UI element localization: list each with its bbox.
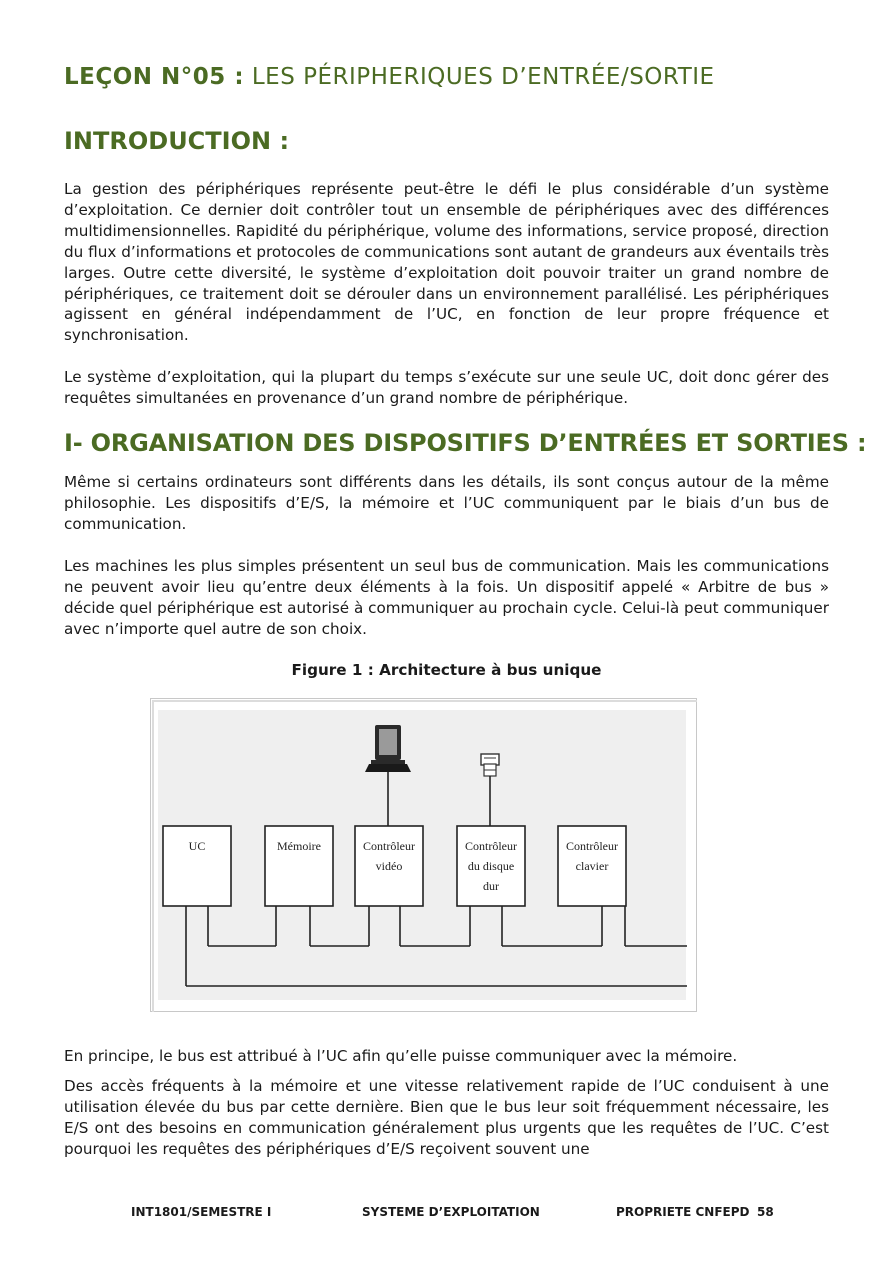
section-paragraph-3: En principe, le bus est attribué à l’UC afin qu’elle puisse communiquer avec la mémoire. (64, 1047, 738, 1065)
intro-paragraph-1: La gestion des périphériques représente peut-être le défi le plus considérable d’un système d’exploitation. Ce dernier doit contrôler tout un ensemble de périphériques avec des différences multidimensionnelles. Rapidité du périphérique, volume des informations, service proposé, direction du flux d’informations et protocoles de communications sont autant de grandeurs aux éventails très larges. Outre cette diversité, le système d’exploitation doit pouvoir traiter un grand nombre de périphériques, ce traitement doit se dérouler dans un environnement parallélisé. Les périphériques agissent en général indépendamment de l’UC, en fonction de leur propre fréquence et synchronisation. (64, 180, 829, 345)
keyboard-controller-label-1: Contrôleur (566, 839, 618, 853)
disk-controller-label-1: Contrôleur (465, 839, 517, 853)
memory-box-label: Mémoire (277, 839, 321, 853)
disk-controller-label-2: du disque (467, 859, 515, 873)
video-controller-label-1: Contrôleur (363, 839, 415, 853)
uc-box-label: UC (188, 839, 206, 853)
intro-paragraph-2: Le système d’exploitation, qui la plupart du temps s’exécute sur une seule UC, doit donc gérer des requêtes simultanées en provenance d’un grand nombre de périphérique. (64, 368, 829, 407)
uc-box (163, 826, 231, 906)
lesson-title (64, 64, 715, 90)
section-paragraph-1: Même si certains ordinateurs sont différents dans les détails, ils sont conçus autour de la même philosophie. Les dispositifs d’E/S, la mémoire et l’UC communiquent par le biais d’un bus de communication. (64, 473, 829, 533)
keyboard-controller-box (558, 826, 626, 906)
page-number: 58 (757, 1205, 774, 1219)
section-paragraph-4: Des accès fréquents à la mémoire et une vitesse relativement rapide de l’UC conduisent à une utilisation élevée du bus par cette dernière. Bien que le bus leur soit fréquemment nécessaire, les E/S ont des besoins en communication généralement plus urgents que les requêtes de l’UC. C’est pourquoi les requêtes des périphériques d’E/S reçoivent souvent une (64, 1077, 829, 1158)
figure-caption: Figure 1 : Architecture à bus unique (291, 661, 602, 679)
footer-course: INT1801/SEMESTRE I (131, 1205, 272, 1219)
memory-box (265, 826, 333, 906)
footer-subject: SYSTEME D’EXPLOITATION (362, 1205, 540, 1219)
disk-drive-icon (481, 754, 499, 776)
footer-owner: PROPRIETE CNFEPD (616, 1205, 750, 1219)
bus-architecture-figure (150, 698, 697, 1012)
disk-controller-label-3: dur (483, 879, 499, 893)
section-paragraph-2: Les machines les plus simples présentent un seul bus de communication. Mais les communications ne peuvent avoir lieu qu’entre deux éléments à la fois. Un dispositif appelé « Arbitre de bus » décide quel périphérique est autorisé à communiquer au prochain cycle. Celui-là peut communiquer avec n’importe quel autre de son choix. (64, 557, 829, 638)
video-controller-label-2: vidéo (375, 859, 403, 873)
section-heading: I- ORGANISATION DES DISPOSITIFS D’ENTRÉES ET SORTIES : (64, 429, 867, 457)
keyboard-controller-label-2: clavier (575, 859, 609, 873)
disk-controller-box (457, 826, 525, 906)
lesson-title-text: LES PÉRIPHERIQUES D’ENTRÉE/SORTIE (244, 64, 715, 90)
bus-diagram (150, 698, 697, 1012)
introduction-heading: INTRODUCTION : (64, 127, 290, 155)
video-controller-box (355, 826, 423, 906)
lesson-label: LEÇON N°05 : (64, 64, 245, 90)
